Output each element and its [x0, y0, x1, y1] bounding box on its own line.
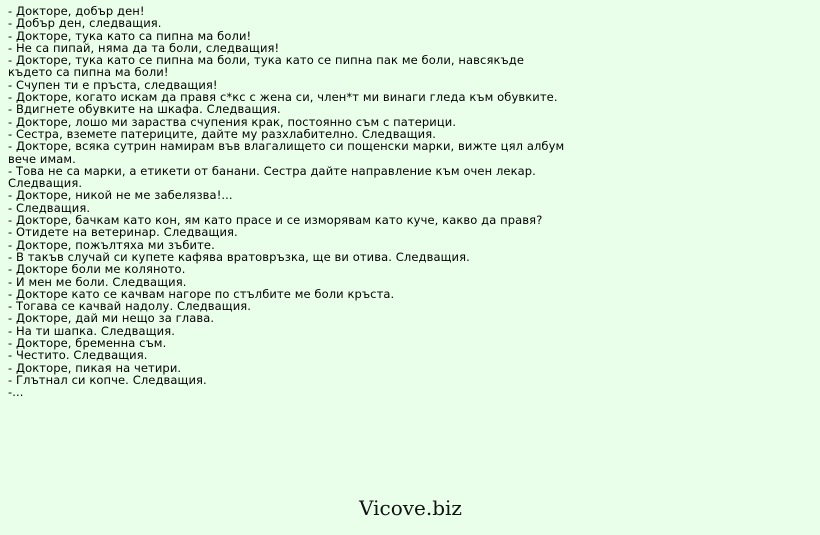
- joke-line: - Добър ден, следващия.: [8, 16, 162, 31]
- joke-line: - В такъв случай си купете кафява вратовръзка, ще ви отива. Следващия.: [8, 249, 470, 264]
- joke-line: - Счупен ти е пръста, следващия!: [8, 77, 218, 92]
- joke-line: - Тогава се качвай надолу. Следващия.: [8, 299, 252, 314]
- joke-text: [8, 5, 568, 399]
- joke-line: - Сестра, вземете патериците, дайте му разхлабително. Следващия.: [8, 126, 437, 141]
- joke-line: - Докторе, всяка сутрин намирам във влагалището си пощенски марки, вижте цял албум вече имам.: [8, 139, 565, 166]
- joke-line: - Докторе, добър ден!: [8, 4, 145, 18]
- joke-line: - Докторе, пожълтяха ми зъбите.: [8, 237, 215, 252]
- joke-line: - Не са пипай, няма да та боли, следващия!: [8, 40, 280, 55]
- joke-line: - Докторе, лошо ми зараства счупения крак, постоянно съм с патерици.: [8, 114, 457, 129]
- joke-line: - Глътнал си копче. Следващия.: [8, 372, 207, 387]
- joke-line: - Докторе, бременна съм.: [8, 336, 167, 351]
- joke-line: - Отидете на ветеринар. Следващия.: [8, 225, 238, 240]
- joke-line: - Докторе боли ме коляното.: [8, 262, 186, 277]
- joke-line: - На ти шапка. Следващия.: [8, 323, 175, 338]
- joke-line: - И мен ме боли. Следващия.: [8, 274, 187, 289]
- joke-line: - Докторе като се качвам нагоре по стълбите ме боли кръста.: [8, 286, 395, 301]
- joke-line: - Вдигнете обувките на шкафа. Следващия.: [8, 102, 281, 117]
- joke-line: - Докторе, тука като се пипна ма боли, тука като се пипна пак ме боли, навсякъде където са пипна ма боли!: [8, 53, 524, 80]
- joke-line: - Това не са марки, а етикети от банани. Сестра дайте направление към очен лекар. Следващия.: [8, 163, 536, 191]
- joke-line: - Докторе, пикая на четири.: [8, 360, 182, 375]
- joke-line: - Честито. Следващия.: [8, 348, 148, 363]
- joke-line: - Докторе, когато искам да правя с*кс с жена си, член*т ми винаги гледа към обувките.: [8, 90, 558, 105]
- joke-line: - Докторе, тука като са пипна ма боли!: [8, 28, 252, 43]
- joke-line: - Докторе, никой не ме забелязва!...: [8, 188, 233, 203]
- joke-line: - Следващия.: [8, 200, 91, 215]
- joke-line: -...: [8, 385, 24, 400]
- joke-line: - Докторе, дай ми нещо за глава.: [8, 311, 215, 326]
- site-brand: Vicove.biz: [359, 496, 462, 520]
- joke-line: - Докторе, бачкам като кон, ям като прасе и се изморявам като куче, какво да правя?: [8, 213, 543, 228]
